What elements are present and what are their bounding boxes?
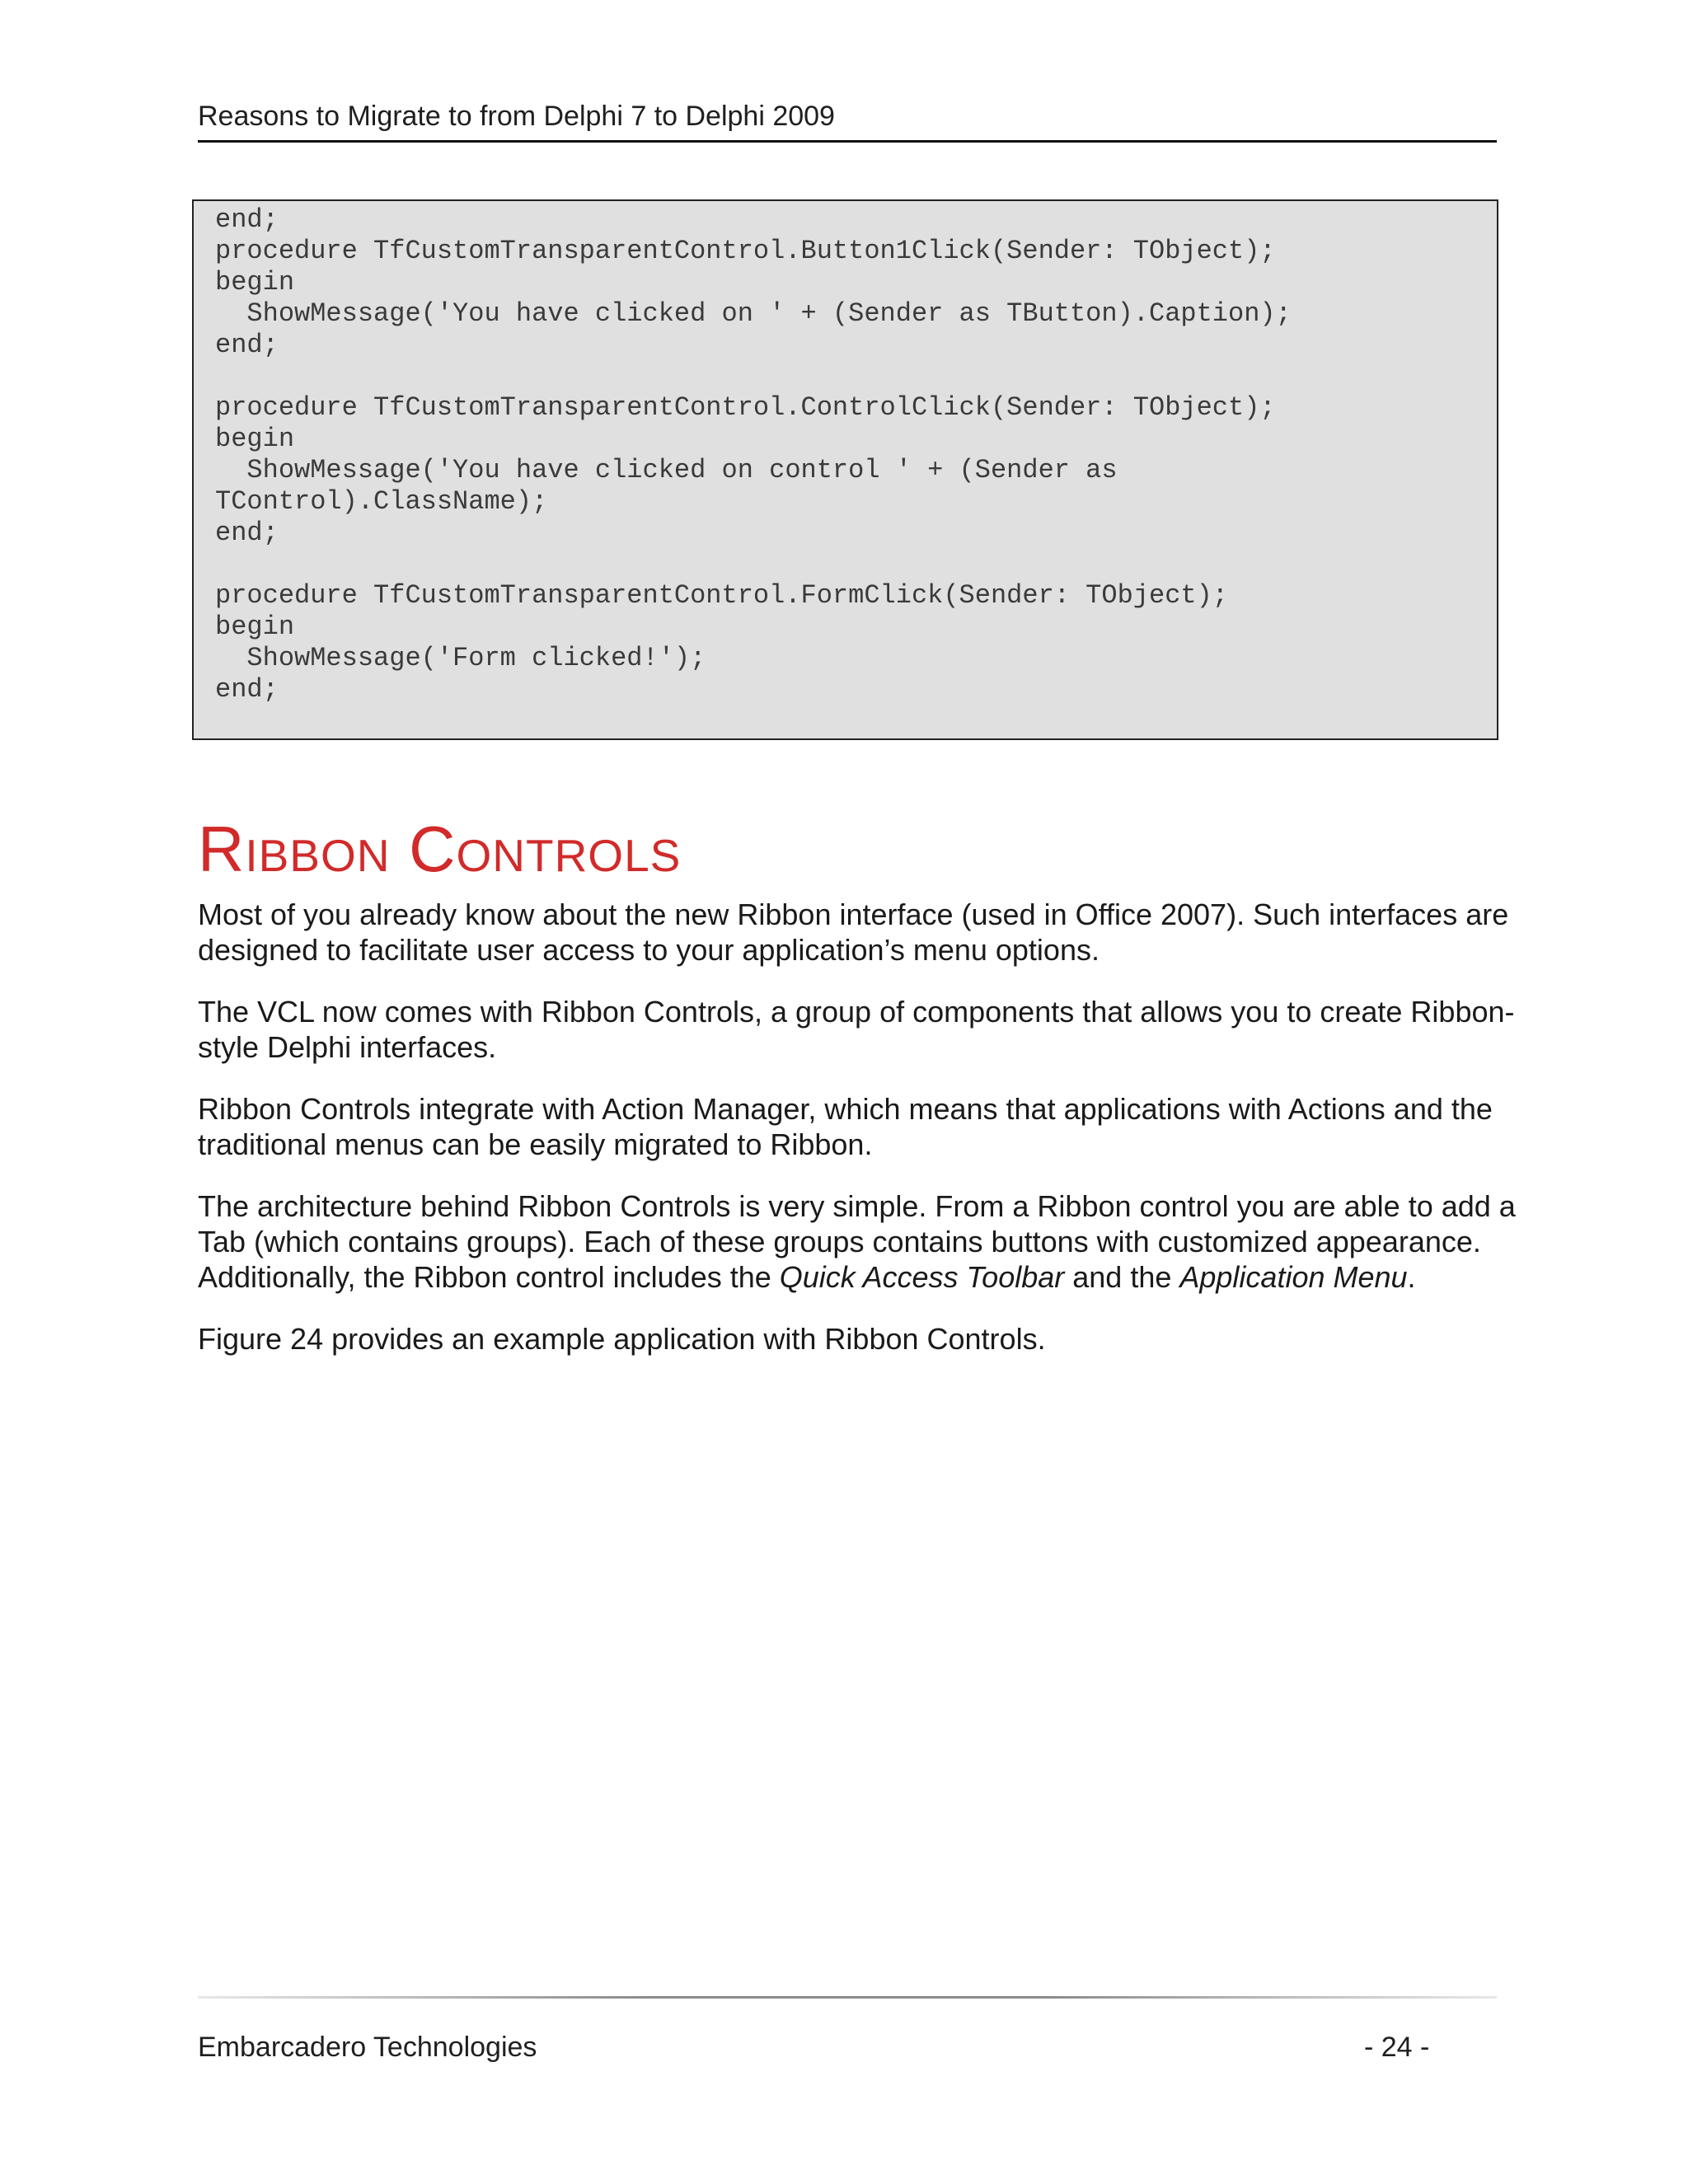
code-line bbox=[215, 361, 1497, 392]
code-line: end; bbox=[215, 518, 279, 548]
code-line: begin bbox=[215, 612, 295, 642]
section-body bbox=[198, 897, 1517, 1383]
application-menu-term: Application Menu bbox=[1179, 1260, 1408, 1294]
paragraph-architecture-text: The architecture behind Ribbon Controls is very simple. From a Ribbon control you are able to add a Tab (which contains groups). Each of these groups contains buttons with customized appearance. Additionally, the Ribbon control includes the bbox=[198, 1189, 1516, 1294]
paragraph-architecture-text: and the bbox=[1064, 1260, 1180, 1294]
code-line: procedure TfCustomTransparentControl.FormClick(Sender: TObject); bbox=[215, 580, 1228, 611]
footer-page-number: - 24 - bbox=[1364, 2032, 1430, 2063]
code-line: procedure TfCustomTransparentControl.ControlClick(Sender: TObject); bbox=[215, 392, 1276, 423]
header-divider bbox=[198, 140, 1497, 143]
page-header-title: Reasons to Migrate to from Delphi 7 to Delphi 2009 bbox=[198, 101, 835, 132]
code-line: end; bbox=[215, 330, 279, 360]
paragraph-vcl-ribbon: The VCL now comes with Ribbon Controls, a group of components that allows you to create Ribbon-style Delphi interfaces. bbox=[198, 995, 1515, 1064]
section-title: Ribbon Controls bbox=[198, 813, 682, 885]
code-line: end; bbox=[215, 674, 279, 705]
paragraph-action-manager: Ribbon Controls integrate with Action Manager, which means that applications with Actions and the traditional menus can be easily migrated to Ribbon. bbox=[198, 1092, 1493, 1161]
code-line: ShowMessage('You have clicked on control ' + (Sender as bbox=[215, 455, 1118, 485]
paragraph-figure-reference: Figure 24 provides an example application with Ribbon Controls. bbox=[198, 1322, 1046, 1356]
code-line: begin bbox=[215, 267, 295, 298]
paragraph-architecture-text: . bbox=[1407, 1260, 1416, 1294]
code-line: TControl).ClassName); bbox=[215, 486, 548, 517]
footer-company: Embarcadero Technologies bbox=[198, 2032, 537, 2063]
paragraph-architecture bbox=[198, 1188, 1517, 1295]
code-line: ShowMessage('You have clicked on ' + (Sender as TButton).Caption); bbox=[215, 298, 1292, 329]
paragraph-ribbon-intro: Most of you already know about the new Ribbon interface (used in Office 2007). Such interfaces are designed to facilitate user access to your application’s menu options. bbox=[198, 898, 1509, 967]
code-line: end; bbox=[215, 204, 279, 235]
code-line bbox=[215, 549, 1497, 580]
code-block bbox=[192, 199, 1498, 740]
code-line: ShowMessage('Form clicked!'); bbox=[215, 643, 706, 673]
footer-divider bbox=[198, 1996, 1497, 1999]
code-line: procedure TfCustomTransparentControl.Button1Click(Sender: TObject); bbox=[215, 236, 1276, 266]
quick-access-toolbar-term: Quick Access Toolbar bbox=[779, 1260, 1065, 1294]
code-line: begin bbox=[215, 424, 295, 454]
